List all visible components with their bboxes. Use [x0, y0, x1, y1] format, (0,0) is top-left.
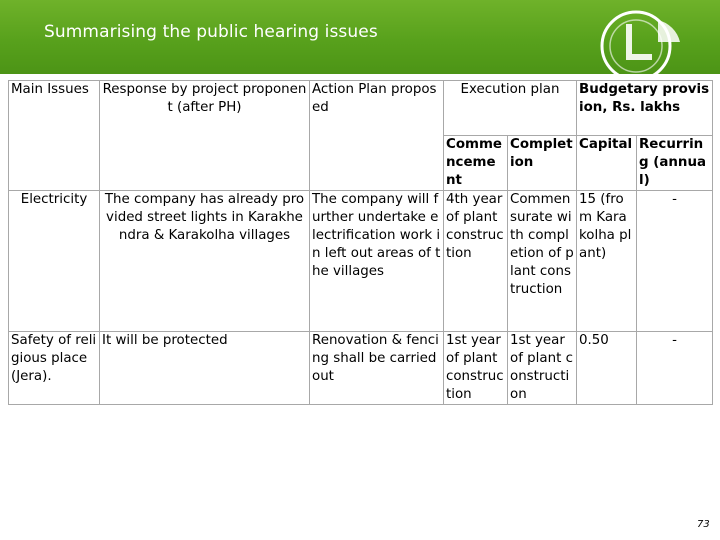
- table-row: [9, 332, 713, 405]
- row-response: It will be protected: [100, 332, 310, 405]
- row-action: Renovation & fencing shall be carried out: [310, 332, 444, 405]
- row-capital: 0.50: [577, 332, 637, 405]
- issues-table-container: [8, 80, 713, 405]
- table-row: [9, 191, 713, 332]
- row-capital: 15 (from Karakolha plant): [577, 191, 637, 332]
- row-commencement: 1st year of plant construction: [444, 332, 508, 405]
- row-issue: Safety of religious place (Jera).: [9, 332, 100, 405]
- row-response: The company has already provided street lights in Karakhendra & Karakolha villages: [100, 191, 310, 332]
- logo-icon: [588, 2, 716, 82]
- row-commencement: 4th year of plant construction: [444, 191, 508, 332]
- row-completion: Commensurate with completion of plant construction: [508, 191, 577, 332]
- header-completion: Completion: [508, 136, 577, 191]
- row-issue: Electricity: [9, 191, 100, 332]
- header-recurring: Recurring (annual): [637, 136, 713, 191]
- issues-table: [8, 80, 713, 405]
- header-capital: Capital: [577, 136, 637, 191]
- page-title: Summarising the public hearing issues: [44, 22, 378, 42]
- header-main-issues: Main Issues: [9, 81, 100, 191]
- header-execution-plan: Execution plan: [444, 81, 577, 136]
- row-completion: 1st year of plant construction: [508, 332, 577, 405]
- row-action: The company will further undertake electrification work in left out areas of the villages: [310, 191, 444, 332]
- header-response: Response by project proponent (after PH): [100, 81, 310, 191]
- header-action-plan: Action Plan proposed: [310, 81, 444, 191]
- header-budgetary: Budgetary provision, Rs. lakhs: [577, 81, 713, 136]
- row-recurring: -: [637, 191, 713, 332]
- row-recurring: -: [637, 332, 713, 405]
- header-commencement: Commencement: [444, 136, 508, 191]
- page-number: 73: [697, 519, 710, 530]
- table-header-row: [9, 81, 713, 136]
